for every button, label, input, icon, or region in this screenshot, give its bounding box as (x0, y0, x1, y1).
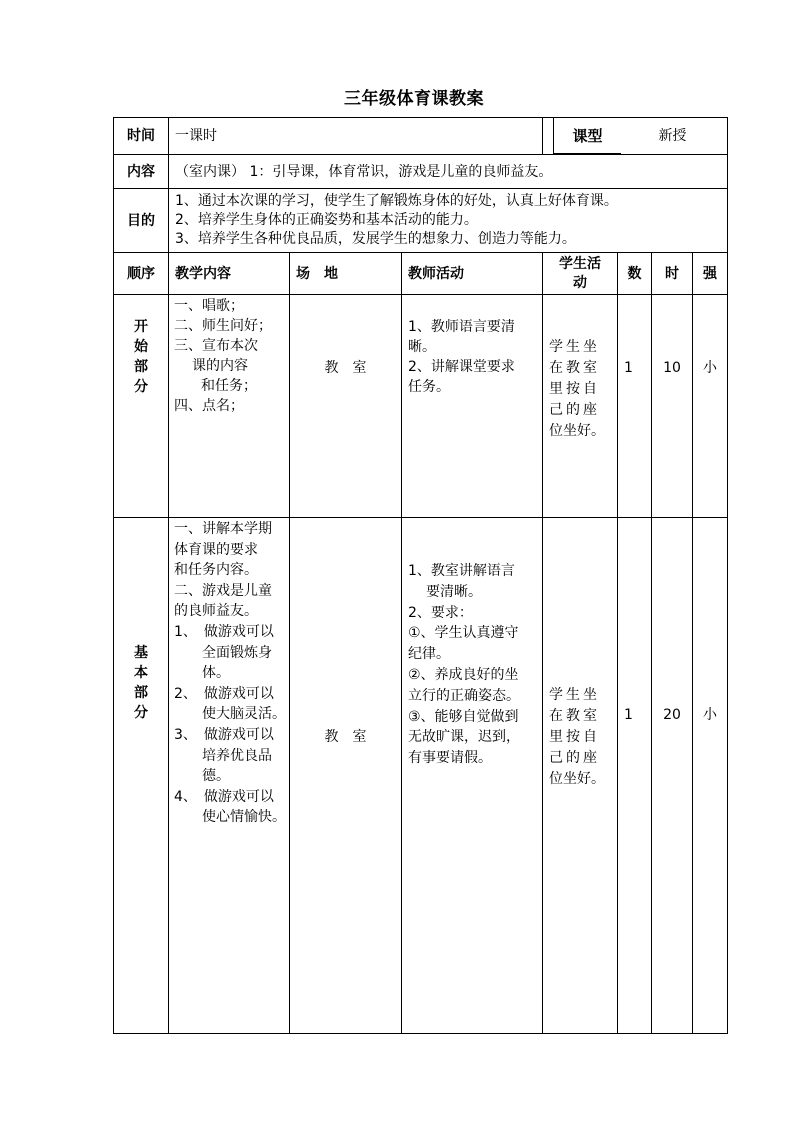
label-char: 基 (134, 645, 148, 661)
teacher-line: 无故旷课，迟到， (408, 729, 520, 746)
label-char: 始 (134, 339, 148, 355)
teaching-line: 的良师益友。 (174, 603, 258, 620)
teaching-line: 全面锻炼身 (202, 644, 272, 661)
start-intensity: 小 (693, 295, 728, 518)
lesson-type-label: 课型 (553, 117, 621, 154)
header-student-line2: 动 (573, 274, 588, 291)
header-order: 顺序 (114, 253, 169, 295)
student-line: 里按自 (549, 729, 601, 745)
basic-section-row (114, 518, 728, 1034)
basic-teaching (169, 518, 290, 1034)
student-line: 己的座 (549, 750, 601, 766)
basic-student (543, 518, 618, 1034)
teaching-line: 一、唱歌； (174, 298, 244, 314)
teaching-line: 培养优良品 (202, 747, 272, 764)
header-student-line1: 学生活 (559, 255, 602, 272)
header-student (543, 253, 618, 295)
teaching-line: 德。 (202, 768, 230, 785)
label-char: 本 (134, 665, 148, 681)
goal-item: 3、培养学生各种优良品质，发展学生的想象力、创造力等能力。 (175, 231, 576, 247)
start-student (543, 295, 618, 518)
page-title: 三年级体育课教案 (344, 89, 484, 109)
teaching-line: 和任务内容。 (174, 562, 258, 579)
basic-teacher (402, 518, 543, 1034)
teacher-line: 2、要求： (408, 604, 473, 621)
lesson-type-value: 新授 (618, 118, 728, 155)
header-venue: 场 地 (290, 253, 402, 295)
header-count: 数 (618, 253, 652, 295)
header-time: 时 (652, 253, 693, 295)
teaching-line: 4、 做游戏可以 (174, 788, 274, 805)
teaching-line: 课的内容 (192, 358, 248, 374)
student-line: 学生坐 (549, 687, 601, 703)
student-line: 在教室 (549, 708, 601, 724)
teacher-line: 1、教师语言要清 (408, 319, 515, 335)
teacher-line: ③、能够自觉做到 (408, 708, 519, 725)
header-teacher: 教师活动 (402, 253, 543, 295)
header-teaching: 教学内容 (169, 253, 290, 295)
label-char: 部 (134, 685, 148, 701)
time-value: 一课时 (169, 118, 543, 155)
teaching-line: 二、游戏是儿童 (174, 582, 272, 599)
teaching-line: 一、讲解本学期 (174, 521, 272, 537)
start-teaching (169, 295, 290, 518)
label-char: 分 (134, 705, 148, 721)
basic-time: 20 (652, 518, 693, 1034)
teacher-line: 立行的正确姿态。 (408, 687, 520, 704)
student-line: 位坐好。 (549, 423, 606, 439)
goals-label: 目的 (114, 189, 169, 253)
teaching-line: 三、宣布本次 (174, 338, 258, 354)
teaching-line: 体育课的要求 (174, 541, 258, 558)
label-char: 开 (134, 319, 148, 335)
teacher-line: 纪律。 (408, 646, 450, 663)
teaching-line: 3、 做游戏可以 (174, 726, 274, 743)
teacher-line: 晰。 (408, 339, 436, 355)
teaching-line: 四、点名； (174, 398, 244, 414)
header-intensity: 强 (693, 253, 728, 295)
teacher-line: 2、讲解课堂要求 (408, 359, 515, 375)
label-char: 部 (134, 359, 148, 375)
student-line: 学生坐 (549, 339, 601, 355)
basic-intensity: 小 (693, 518, 728, 1034)
basic-count: 1 (618, 518, 652, 1034)
start-section-label (114, 295, 169, 518)
label-char: 分 (134, 379, 148, 395)
teacher-line: 要清晰。 (426, 583, 482, 600)
student-line: 位坐好。 (549, 771, 606, 787)
start-section-row (114, 295, 728, 518)
header-row (114, 253, 728, 295)
start-teacher (402, 295, 543, 518)
start-venue: 教 室 (290, 295, 402, 518)
teaching-line: 体。 (202, 665, 230, 682)
goal-item: 2、培养学生身体的正确姿势和基本活动的能力。 (175, 212, 478, 228)
teaching-line: 1、 做游戏可以 (174, 623, 274, 640)
goals-row (114, 189, 728, 253)
time-row (114, 118, 728, 155)
student-line: 在教室 (549, 360, 601, 376)
teacher-line: ②、养成良好的坐 (408, 666, 519, 683)
goal-item: 1、通过本次课的学习，使学生了解锻炼身体的好处，认真上好体育课。 (175, 193, 618, 209)
goals-list (169, 189, 728, 253)
teacher-line: ①、学生认真遵守 (408, 625, 519, 642)
teaching-line: 二、师生问好； (174, 318, 272, 334)
start-time: 10 (652, 295, 693, 518)
student-line: 里按自 (549, 381, 601, 397)
content-row (114, 155, 728, 189)
time-label: 时间 (114, 118, 169, 155)
teacher-line: 任务。 (408, 379, 450, 395)
content-value: （室内课） 1：引导课，体育常识，游戏是儿童的良师益友。 (169, 155, 728, 189)
teaching-line: 和任务； (201, 378, 257, 394)
content-label: 内容 (114, 155, 169, 189)
basic-venue: 教 室 (290, 518, 402, 1034)
teaching-line: 2、 做游戏可以 (174, 685, 274, 702)
teaching-line: 使心情愉快。 (202, 809, 286, 826)
student-line: 己的座 (549, 402, 601, 418)
teacher-line: 1、教室讲解语言 (408, 563, 515, 579)
teaching-line: 使大脑灵活。 (202, 706, 286, 723)
teacher-line: 有事要请假。 (408, 750, 492, 767)
basic-section-label (114, 518, 169, 1034)
lesson-plan-grid (113, 117, 728, 1034)
start-count: 1 (618, 295, 652, 518)
